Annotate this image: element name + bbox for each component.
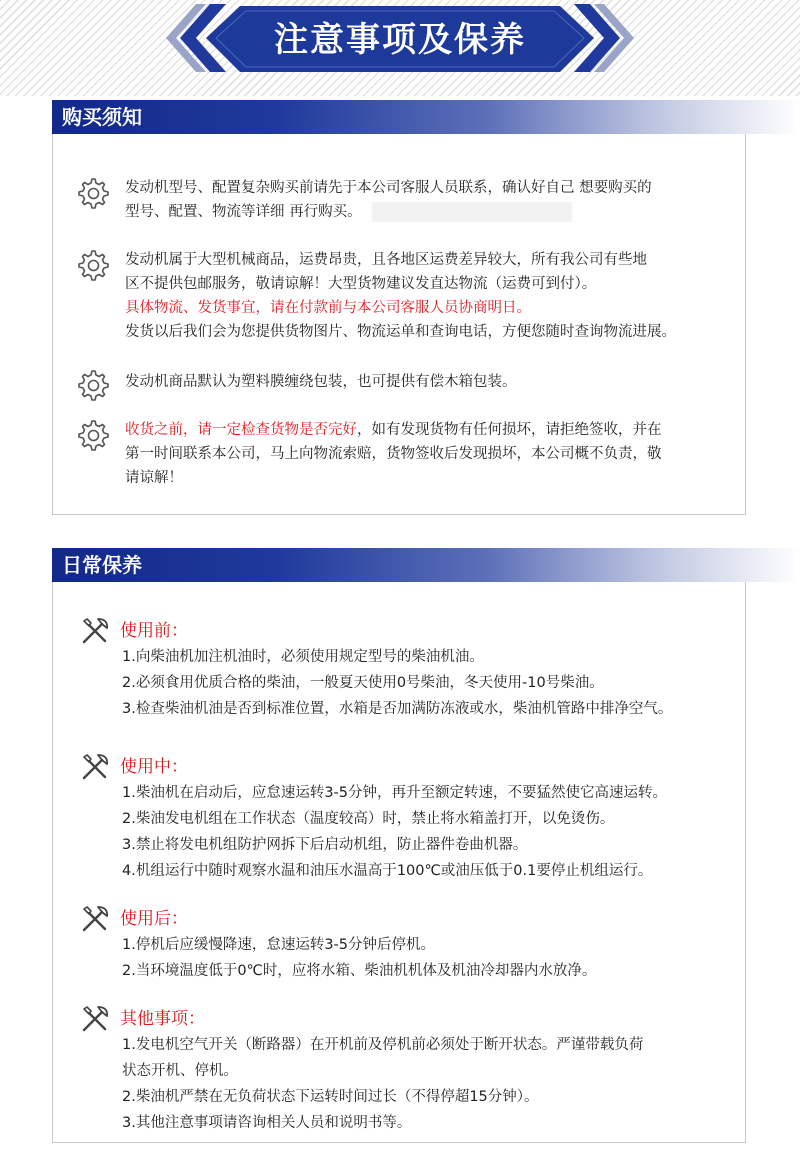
maintenance-line: 3.其他注意事项请咨询相关人员和说明书等。 [122, 1115, 412, 1131]
purchase-section-header [52, 100, 800, 134]
maintenance-line: 4.机组运行中随时观察水温和油压水温高于100℃或油压低于0.1要停止机组运行。 [122, 863, 653, 879]
maintenance-group-heading: 使用前： [120, 621, 188, 641]
maintenance-line: 1.发电机空气开关（断路器）在开机前及停机前必须处于断开状态。严谨带载负荷 [122, 1037, 644, 1053]
purchase-line [125, 418, 725, 442]
gear-icon [75, 368, 109, 402]
maintenance-line: 3.检查柴油机油是否到标准位置，水箱是否加满防冻液或水，柴油机管路中排净空气。 [122, 701, 673, 717]
maintenance-line: 3.禁止将发电机组防护网拆下后启动机组，防止器件卷曲机器。 [122, 837, 528, 853]
purchase-line: 发动机商品默认为塑料膜缠绕包装，也可提供有偿木箱包装。 [125, 374, 517, 390]
purchase-item-text [125, 370, 725, 394]
purchase-item-text [125, 176, 725, 224]
purchase-line-warning: 收货之前，请一定检查货物是否完好 [125, 422, 357, 438]
maintenance-group-lines [122, 1032, 742, 1136]
purchase-line: 发货以后我们会为您提供货物图片、物流运单和查询电话，方便您随时查询物流进展。 [125, 324, 676, 340]
purchase-line: 第一时间联系本公司，马上向物流索赔，货物签收后发现损坏，本公司概不负责，敬 [125, 446, 662, 462]
maintenance-line: 1.向柴油机加注机油时，必须使用规定型号的柴油机油。 [122, 649, 484, 665]
maintenance-group-lines [122, 932, 742, 984]
maintenance-line: 2.柴油机严禁在无负荷状态下运转时间过长（不得停超15分钟）。 [122, 1089, 539, 1105]
maintenance-group-heading: 其他事项： [120, 1009, 205, 1029]
maintenance-group-lines [122, 644, 742, 722]
tools-icon [80, 904, 110, 934]
gear-icon [75, 176, 109, 210]
maintenance-group-lines [122, 780, 742, 884]
maintenance-line: 2.必须食用优质合格的柴油，一般夏天使用0号柴油，冬天使用-10号柴油。 [122, 675, 604, 691]
purchase-line: 发动机型号、配置复杂购买前请先于本公司客服人员联系，确认好自己 想要购买的 [125, 180, 652, 196]
purchase-item-text [125, 248, 725, 344]
purchase-line: 请谅解！ [125, 470, 183, 486]
purchase-line-warning: 具体物流、发货事宜，请在付款前与本公司客服人员协商明日。 [125, 300, 531, 316]
maintenance-line: 状态开机、停机。 [122, 1063, 238, 1079]
maintenance-line: 2.柴油发电机组在工作状态（温度较高）时，禁止将水箱盖打开，以免烫伤。 [122, 811, 615, 827]
purchase-item-text [125, 418, 725, 490]
maintenance-line: 2.当环境温度低于0℃时，应将水箱、柴油机机体及机油冷却器内水放净。 [122, 963, 597, 979]
purchase-line: 发动机属于大型机械商品，运费昂贵，且各地区运费差异较大，所有我公司有些地 [125, 252, 647, 268]
purchase-line-text: ，如有发现货物有任何损坏，请拒绝签收，并在 [357, 422, 662, 438]
tools-icon [80, 752, 110, 782]
tools-icon [80, 616, 110, 646]
purchase-line: 区不提供包邮服务，敬请谅解！大型货物建议发直达物流（运费可到付）。 [125, 276, 597, 292]
purchase-section-title: 购买须知 [62, 105, 142, 129]
gear-icon [75, 418, 109, 452]
tools-icon [80, 1004, 110, 1034]
page-banner [0, 0, 800, 96]
banner-title: 注意事项及保养 [274, 20, 526, 60]
maintenance-line: 1.停机后应缓慢降速，怠速运转3-5分钟后停机。 [122, 937, 436, 953]
maintenance-section-header [52, 548, 800, 582]
maintenance-line: 1.柴油机在启动后，应怠速运转3-5分钟，再升至额定转速，不要猛然使它高速运转。 [122, 785, 668, 801]
maintenance-group-heading: 使用中： [120, 757, 188, 777]
maintenance-group-heading: 使用后： [120, 909, 188, 929]
masked-region [372, 202, 572, 222]
purchase-line [125, 200, 725, 224]
gear-icon [75, 248, 109, 282]
maintenance-section-title: 日常保养 [62, 553, 142, 577]
purchase-line-text: 型号、配置、物流等详细 再行购买。 [125, 204, 362, 220]
